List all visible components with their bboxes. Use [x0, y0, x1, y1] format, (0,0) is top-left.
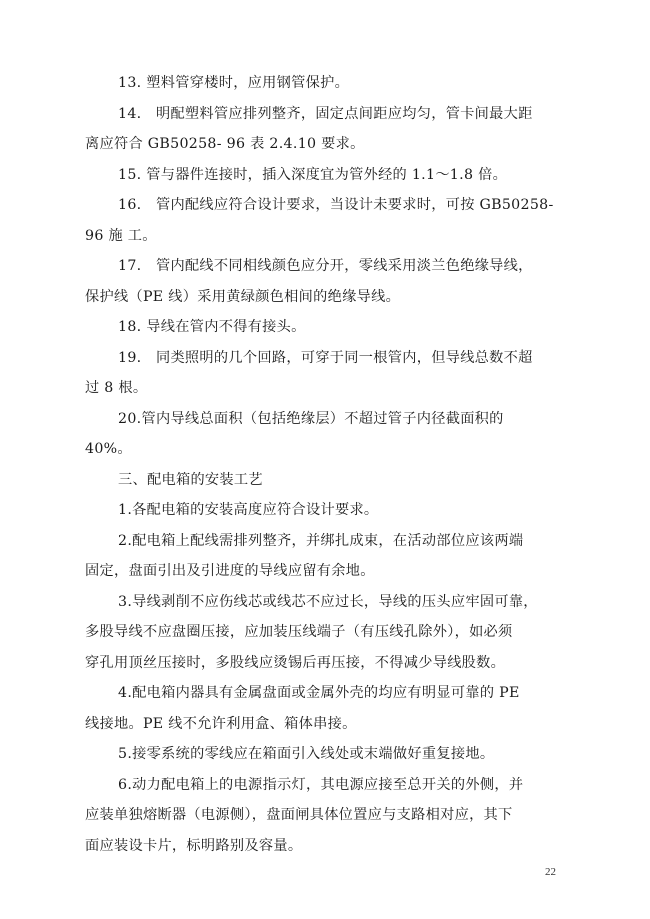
document-body	[85, 68, 555, 861]
text-line: 5.接零系统的零线应在箱面引入线处或末端做好重复接地。	[118, 746, 495, 762]
text-line: 13. 塑料管穿楼时，应用钢管保护。	[118, 75, 350, 91]
text-line: 应装单独熔断器（电源侧），盘面闸具体位置应与支路相对应，其下	[85, 807, 513, 823]
text-line: 穿孔用顶丝压接时，多股线应烫锡后再压接，不得减少导线股数。	[85, 654, 506, 671]
text-line: 17. 管内配线不同相线颜色应分开，零线采用淡兰色绝缘导线，	[118, 258, 533, 274]
text-line: 96 施 工。	[85, 227, 157, 244]
text-line: 20.管内导线总面积（包括绝缘层）不超过管子内径截面积的	[118, 410, 504, 427]
text-line: 固定，盘面引出及引进度的导线应留有余地。	[85, 563, 375, 579]
text-line: 离应符合 GB50258- 96 表 2.4.10 要求。	[85, 136, 365, 152]
text-line: 面应装设卡片，标明路别及容量。	[85, 837, 303, 854]
text-line: 19. 同类照明的几个回路，可穿于同一根管内，但导线总数不超	[118, 349, 533, 366]
text-line: 16. 管内配线应符合设计要求，当设计未要求时，可按 GB50258-	[118, 197, 554, 213]
text-line: 1.各配电箱的安装高度应符合设计要求。	[118, 502, 379, 518]
text-line: 多股导线不应盘圈压接，应加装压线端子（有压线孔除外），如必须	[85, 624, 513, 640]
text-line: 15. 管与器件连接时，插入深度宜为管外经的 1.1～1.8 倍。	[118, 166, 508, 183]
text-line: 线接地。PE 线不允许利用盒、箱体串接。	[85, 715, 357, 732]
text-line: 4.配电箱内器具有金属盘面或金属外壳的均应有明显可靠的 PE	[118, 685, 520, 701]
text-line: 18. 导线在管内不得有接头。	[118, 319, 306, 335]
section-heading: 三、配电箱的安装工艺	[118, 471, 263, 488]
page-number: 22	[545, 866, 556, 878]
text-line: 保护线（PE 线）采用黄绿颜色相间的绝缘导线。	[85, 288, 401, 305]
text-line: 40%。	[85, 441, 132, 457]
text-line: 6.动力配电箱上的电源指示灯，其电源应接至总开关的外侧，并	[118, 776, 524, 793]
text-line: 3.导线剥削不应伤线芯或线芯不应过长，导线的压头应牢固可靠，	[118, 593, 538, 610]
text-line: 2.配电箱上配线需排列整齐，并绑扎成束，在活动部位应该两端	[118, 532, 524, 549]
text-line: 14. 明配塑料管应排列整齐，固定点间距应均匀，管卡间最大距	[118, 105, 533, 122]
text-line: 过 8 根。	[85, 380, 148, 396]
